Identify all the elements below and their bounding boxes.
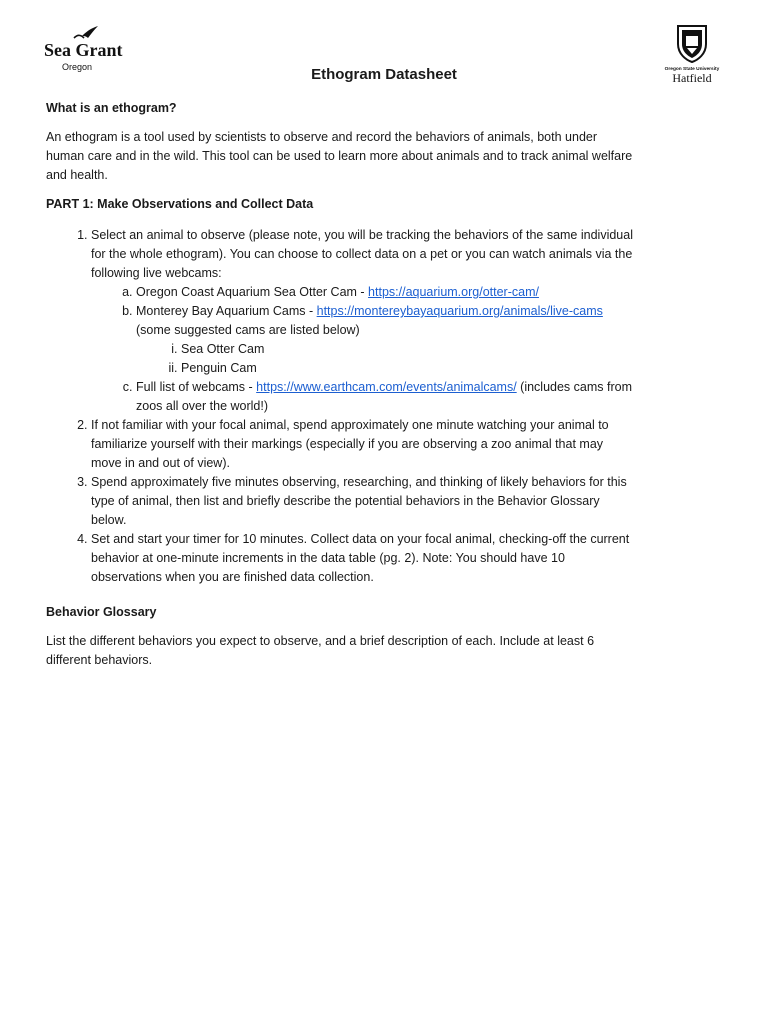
webcam-list [91,283,636,416]
part1-heading: PART 1: Make Observations and Collect Data [46,197,314,211]
suggested-cam-ii: ii. Penguin Cam [181,359,636,378]
webcam-c-label: Full list of webcams - [136,380,257,394]
page-title: Ethogram Datasheet [311,66,457,83]
webcam-b-suffix: (some suggested cams are listed below) [136,323,360,337]
glossary-heading: Behavior Glossary [46,605,157,619]
step-1 [91,226,636,416]
step-4: 4. Set and start your timer for 10 minutes. Collect data on your focal animal, checking-off the current behavior at one-minute increments in the data table (pg. 2). Note: You should have 10 observations when you are finished data collection. [91,530,636,587]
sea-grant-sub: Oregon [62,62,93,72]
document-body [46,99,636,680]
osu-text: Oregon State University [664,67,720,72]
webcam-item-a [136,283,636,302]
step-2: 2. If not familiar with your focal animal, spend approximately one minute watching your animal to familiarize yourself with their markings (especially if you are observing a zoo animal that may move in and out of view). [91,416,636,473]
suggested-cams-list [136,340,636,378]
webcam-item-b [136,302,636,378]
what-paragraph: An ethogram is a tool used by scientists to observe and record the behaviors of animals, both under human care and in the wild. This tool can be used to learn more about animals and to track animal welfare and health. [46,130,633,182]
otter-cam-link[interactable]: https://aquarium.org/otter-cam/ [368,285,539,299]
hatfield-text: Hatfield [672,71,712,85]
glossary-paragraph: List the different behaviors you expect to observe, and a brief description of each. Include at least 6 different behaviors. [46,634,595,667]
suggested-cam-i: i. Sea Otter Cam [181,340,636,359]
webcam-c-suffix: (includes cams from zoos all over the world!) [136,380,632,413]
step-3: 3. Spend approximately five minutes observing, researching, and thinking of likely behaviors for this type of animal, then list and briefly describe the potential behaviors in the Behavior Glossary below. [91,473,636,530]
webcam-b-label: Monterey Bay Aquarium Cams - [136,304,317,318]
what-heading: What is an ethogram? [46,101,177,115]
sea-grant-text: Sea Grant [44,40,123,60]
webcam-item-c [136,378,636,416]
earthcam-link[interactable]: https://www.earthcam.com/events/animalcams/ [256,380,517,394]
steps-list [46,226,636,587]
webcam-a-label: Oregon Coast Aquarium Sea Otter Cam - [136,285,369,299]
step-1-text: Select an animal to observe (please note, you will be tracking the behaviors of the same individual for the whole ethogram). You can choose to collect data on a pet or you can watch animals via the following live webcams: [91,228,633,280]
monterey-cams-link[interactable]: https://montereybayaquarium.org/animals/live-cams [316,304,603,318]
